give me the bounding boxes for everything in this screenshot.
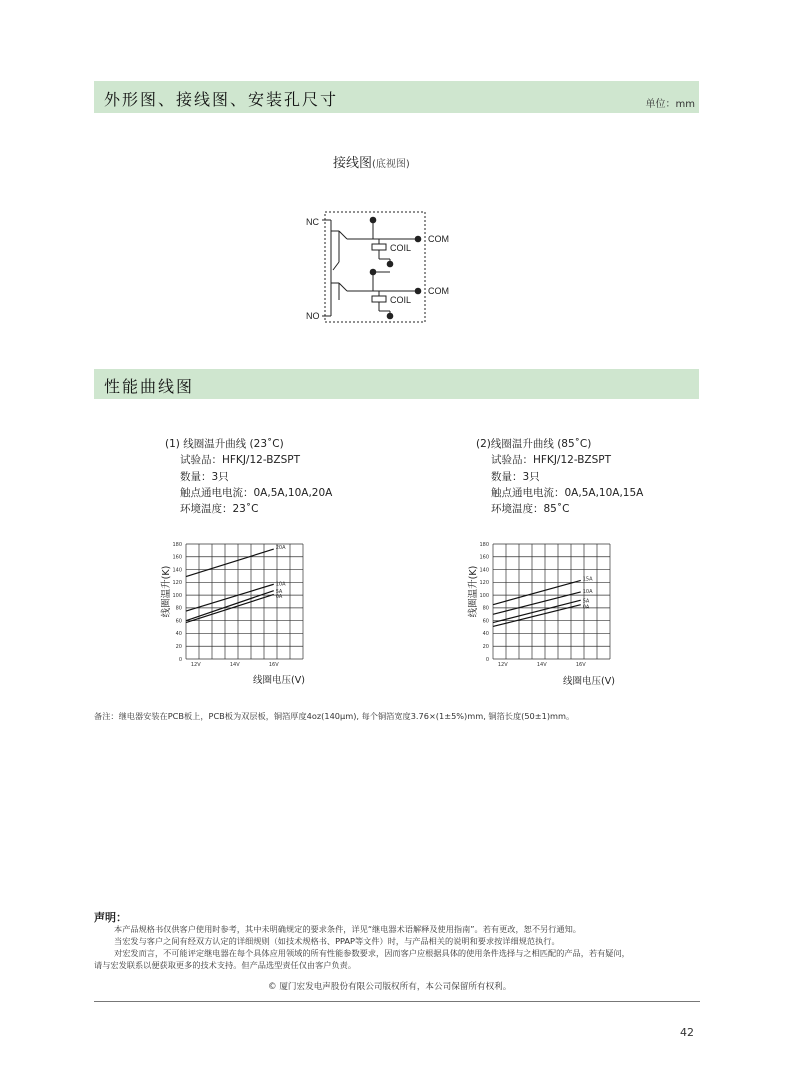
- y-tick-label: 20: [175, 644, 182, 651]
- left-sample: 试验品：HFKJ/12-BZSPT: [180, 454, 301, 467]
- y-tick-label: 120: [479, 580, 489, 587]
- x-tick-label: 14V: [229, 662, 240, 668]
- y-tick-label: 60: [482, 618, 489, 625]
- terminal-dot: [370, 217, 377, 224]
- chart0-xlabel: 线圈电压(V): [253, 675, 305, 686]
- section-title-performance: 性能曲线图: [104, 377, 195, 396]
- terminal-dot: [387, 261, 394, 268]
- y-axis-label: 线圈温升(K): [161, 565, 172, 618]
- test-note: 备注：继电器安装在PCB板上，PCB板为双层板，铜箔厚度4oz(140μm), 每个铜箔宽度3.76×(1±5%)mm, 铜箔长度(50±1)mm。: [94, 711, 575, 721]
- page-number: 42: [680, 1026, 694, 1039]
- y-tick-label: 180: [479, 541, 489, 548]
- declaration-para-1: 本产品规格书仅供客户使用时参考，其中未明确规定的要求条件，详见“继电器术语解释及使用指南”。若有更改，恕不另行通知。: [114, 924, 581, 934]
- y-tick-label: 0: [485, 656, 489, 663]
- wiring-diagram-title: [333, 152, 410, 171]
- terminal-dot: [387, 313, 394, 320]
- series-label-0A: 0A: [582, 604, 590, 611]
- declaration-para-3a: 对宏发而言，不可能评定继电器在每个具体应用领域的所有性能参数要求，因而客户应根据具体的使用条件选择与之相匹配的产品，若有疑问，: [114, 948, 630, 958]
- series-label-20A: 20A: [275, 545, 286, 552]
- y-tick-label: 140: [172, 567, 182, 574]
- wiring-diagram: [300, 205, 460, 330]
- y-axis-label: 线圈温升(K): [468, 565, 479, 618]
- left-chart-title: (1) 线圈温升曲线 (23˚C): [165, 438, 284, 450]
- x-tick-label: 16V: [268, 662, 279, 668]
- y-tick-label: 40: [175, 631, 182, 638]
- y-tick-label: 160: [479, 554, 489, 561]
- chart-coil-temp-rise-23c: [158, 536, 318, 671]
- y-tick-label: 180: [172, 541, 182, 548]
- terminal-dot: [415, 288, 422, 295]
- coil-label-top: COIL: [390, 243, 412, 253]
- left-qty: 数量：3只: [180, 470, 229, 483]
- terminal-dot: [370, 269, 377, 276]
- unit-label: 单位：mm: [645, 99, 695, 110]
- x-tick-label: 12V: [190, 662, 201, 668]
- series-label-5A: 5A: [275, 589, 283, 596]
- series-label-5A: 5A: [582, 598, 590, 605]
- right-chart-info: [476, 436, 643, 517]
- coil-label-bottom: COIL: [390, 295, 412, 305]
- x-tick-label: 14V: [536, 662, 547, 668]
- y-tick-label: 100: [479, 592, 489, 599]
- x-tick-label: 12V: [497, 662, 508, 668]
- section-header-outline: [94, 81, 699, 113]
- no-label: NO: [306, 311, 320, 321]
- left-chart-info: [165, 436, 332, 517]
- right-current: 触点通电电流：0A,5A,10A,15A: [491, 486, 644, 499]
- declaration-para-3b: 请与宏发联系以便获取更多的技术支持。但产品选型责任仅由客户负责。: [94, 960, 357, 970]
- y-tick-label: 100: [172, 592, 182, 599]
- y-tick-label: 120: [172, 580, 182, 587]
- left-temp: 环境温度：23˚C: [180, 503, 259, 516]
- right-chart-title: (2)线圈温升曲线 (85˚C): [476, 438, 592, 450]
- y-tick-label: 60: [175, 618, 182, 625]
- section-title-outline: 外形图、接线图、安装孔尺寸: [104, 90, 339, 109]
- right-qty: 数量：3只: [491, 470, 540, 483]
- footer-divider: [94, 1001, 700, 1002]
- com-label-bottom: COM: [428, 286, 449, 296]
- y-tick-label: 160: [172, 554, 182, 561]
- chart1-xlabel: 线圈电压(V): [563, 676, 615, 687]
- series-label-10A: 10A: [582, 589, 593, 596]
- nc-label: NC: [306, 217, 319, 227]
- section-header-performance: [94, 369, 699, 399]
- relay-outline: [325, 212, 425, 322]
- right-temp: 环境温度：85˚C: [491, 503, 570, 516]
- right-sample: 试验品：HFKJ/12-BZSPT: [491, 454, 612, 467]
- y-tick-label: 80: [482, 605, 489, 612]
- y-tick-label: 80: [175, 605, 182, 612]
- series-label-0A: 0A: [275, 594, 283, 601]
- y-tick-label: 40: [482, 631, 489, 638]
- declaration-para-2: 当宏发与客户之间有经双方认定的详细规则（如技术规格书、PPAP等文件）时，与产品相关的说明和要求按详细规范执行。: [114, 936, 560, 946]
- series-label-15A: 15A: [582, 576, 593, 583]
- chart-coil-temp-rise-85c: [465, 536, 625, 671]
- y-tick-label: 140: [479, 567, 489, 574]
- terminal-dot: [415, 236, 422, 243]
- declaration-title: 声明：: [94, 911, 127, 924]
- left-current: 触点通电电流：0A,5A,10A,20A: [180, 486, 333, 499]
- com-label-top: COM: [428, 234, 449, 244]
- series-label-10A: 10A: [275, 581, 286, 588]
- wiring-title-text: 接线图: [333, 156, 373, 171]
- wiring-subtitle: (底视图): [372, 159, 410, 170]
- copyright-line: © 厦门宏发电声股份有限公司版权所有，本公司保留所有权利。: [268, 982, 512, 992]
- y-tick-label: 20: [482, 644, 489, 651]
- x-tick-label: 16V: [575, 662, 586, 668]
- y-tick-label: 0: [178, 656, 182, 663]
